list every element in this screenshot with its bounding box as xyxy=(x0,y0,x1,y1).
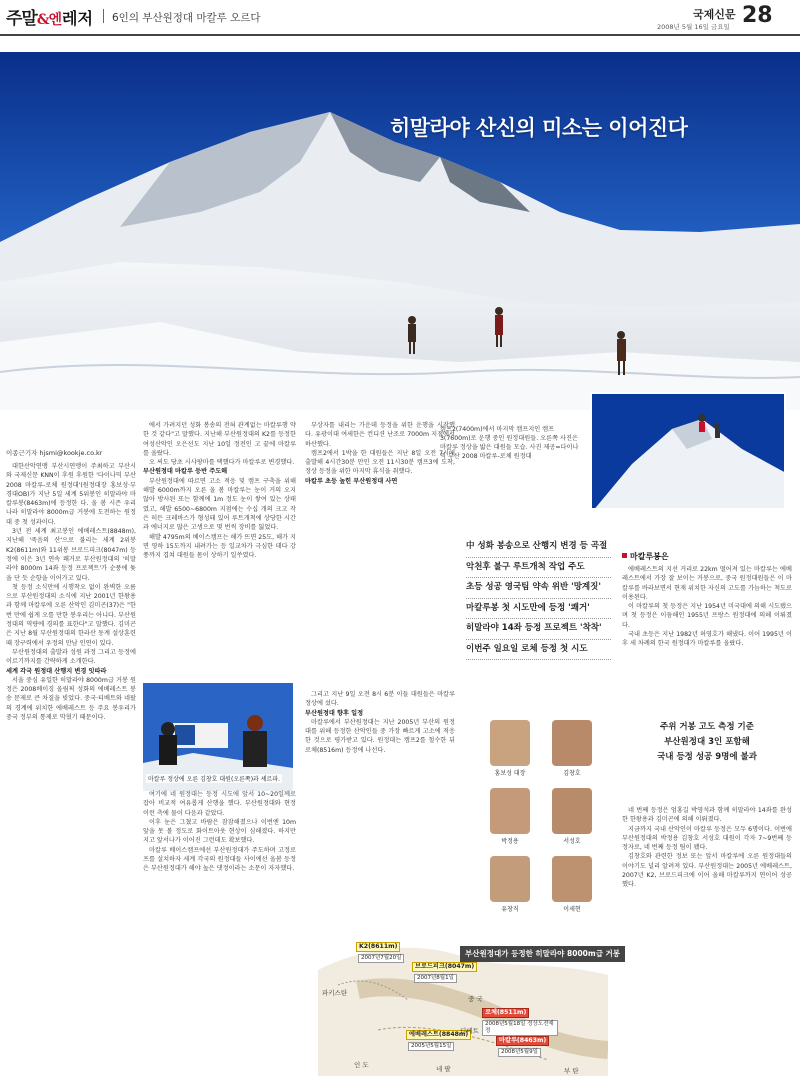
place-name: 파키스탄 xyxy=(322,989,348,997)
article-column-3-continued xyxy=(305,690,455,840)
paragraph: 오 씨도 당초 시샤팡마를 택했다가 마칼루로 변경했다. xyxy=(149,459,295,467)
paragraph: 서울 중심 유일한 히말라야 8000m급 거봉 원정은 2008베이징 올림픽 성화의 에베레스트 봉송 문제로 큰 차질을 빚었다. 중국·티베트와 네팔의 경계에 위치한 에베레스트 등 주요 봉우리가 중국 정부의 통제로 막혔기 때문이다. xyxy=(6,676,136,722)
portrait xyxy=(552,720,592,777)
portrait-name: 유창직 xyxy=(501,906,519,913)
paragraph: 지금까지 국내 산악인이 마칼루 등정은 모두 6명이다. 이번에 부산원정대의 박정용 김창호 서성호 대원이 각자 7~9번째 등정자로, 네 번째 등정 팀이 됐다. xyxy=(622,825,792,852)
paragraph: 네 번째 등정은 엄홍길 박영석과 함께 히말라야 14좌를 완성한 한왕용과 김미곤에 의해 이뤄졌다. xyxy=(622,807,792,824)
logo-text: 주말 xyxy=(6,9,37,29)
paragraph: 에베레스트의 지선 거리로 22km 떨어져 있는 마칼루는 에베레스트에서 가장 잘 보이는 거봉으로, 중국 원정대원들은 이 마칼루를 바라보면서 현재 위치한 자신의 고도를 가늠하는 척도로 이용된다. xyxy=(622,566,792,601)
portrait xyxy=(490,788,530,845)
section-logo xyxy=(6,4,61,29)
peak-label: 마칼루(8463m) xyxy=(496,1036,549,1046)
hero-title: 히말라야 산신의 미소는 이어진다 xyxy=(390,116,688,140)
paragraph: 마칼루에서 부산원정대는 지난 2005년 부산의 원정대를 위해 등정한 산악인들 중 가장 빠르게 고소에 적응한 것으로 평가받고 있다. 원정대는 캠프2를 철수한 뒤 로체(8516m) 등정에 나선다. xyxy=(305,718,455,754)
paragraph: 부상자를 내리는 가운데 등정을 위한 운행을 시작했다. 유광이대 여세한은 컨디션 난조로 7000m 지점에서 하산했다. xyxy=(305,422,455,448)
portrait-name: 서성호 xyxy=(563,838,581,845)
paragraph: 부산원정대의 출발과 성원 과정 그리고 등정에 이르기까지를 간략하게 소개한다. xyxy=(6,648,136,666)
paragraph: 해발 4795m의 베이스캠프는 해가 뜨면 25도, 해가 지면 영하 15도까지 내려가는 등 일교차가 극심한 데다 강풍까지 겹쳐 대원들 몸이 상하기 일쑤였다. xyxy=(143,533,296,560)
paragraph: 여기에 네 원정대는 등정 시도에 앞서 10~20일께로 잡아 비교적 여유롭게 산행을 했다. 부산원정대와 현정 이런 측에 물이 다음과 같았다. xyxy=(143,791,296,817)
summary-line: 이번주 일요일 로체 등정 첫 시도 xyxy=(466,643,611,661)
team-portraits xyxy=(462,720,610,925)
paragraph: 이 마칼루의 첫 등정은 지난 1954년 미국대에 의해 시도됐으며 첫 등정은 이듬해인 1955년 프랑스 원정대에 의해 이뤄졌다. xyxy=(622,603,792,629)
place-name: 인 도 xyxy=(354,1061,369,1069)
subheading: 부산원정대 향후 일정 xyxy=(305,709,364,717)
mountain-illustration xyxy=(0,52,800,410)
paragraph: 대한산악연맹 부산시연맹이 주최하고 부산시와 국제신문 KNN이 후원 후원한 '다이나믹 부산 2008 마칼루-로체 원정대'(원정대장 홍보성·부경대OB)가 지난 5일 세계 5위봉인 히말라야 마칼루봉(8463m)에 등정한 다. 올 봄 시즌 우리나라 히말라야 8000m급 거봉에 도전하는 원정대 중 첫 성과이다. xyxy=(6,463,136,526)
portrait xyxy=(552,856,592,913)
avatar xyxy=(552,720,592,766)
page-header xyxy=(0,0,800,38)
portrait xyxy=(552,788,592,845)
pull-quote xyxy=(622,720,792,765)
paragraph: 캠프2에서 1박을 한 대원들은 지난 8일 오전 7시에 출발해 4시간30분 만인 오전 11시30분 캠프3에 도착, 정상 등정을 위한 마지막 휴식을 취했다. xyxy=(305,449,455,476)
sidebar-column xyxy=(622,565,792,705)
top-headline: 6인의 부산원정대 마칼루 오르다 xyxy=(112,12,261,24)
summary-line: 마칼루봉 첫 시도만에 등정 '쾌거' xyxy=(466,602,611,620)
avatar xyxy=(490,856,530,902)
sidebar-heading: 마칼루봉은 xyxy=(622,551,669,562)
paragraph: 부산원정대에 따르면 고소 적응 및 캠프 구축을 위해 해발 6000m까지 오른 올 봄 마칼루는 눈이 거의 오지 않아 방사된 또는 함께에 1m 정도 눈이 쌓여 있는 상태였고, 해발 6500~6800m 지점에는 수십 개의 크고 작은 히든 크레바스가 형성돼 있어 루트개척에 상당한 시간과 에너지로 많은 고생으로 몇 번씩 장비를 잃었다. xyxy=(143,477,296,532)
avatar xyxy=(552,788,592,834)
portrait-name: 이세현 xyxy=(563,906,581,913)
avatar xyxy=(552,856,592,902)
subheading: 세계 각국 원정대 산행지 변경 잇따라 xyxy=(6,667,107,675)
sidebar-column-continued xyxy=(622,806,792,1074)
place-name: 네 팔 xyxy=(436,1065,451,1073)
peak-date: 2007년7월20일 xyxy=(358,954,404,963)
article-column-2-continued xyxy=(143,790,296,1074)
paragraph: 마칼루 베이스캠프에선 부산원정대가 주도하며 고정로프를 설치하자 세계 각국의 원정대들 사이에선 올봄 등정은 부산원정대가 해야 높은 댓정이라는 소문이 자자했다. xyxy=(143,846,296,873)
peak-date: 2007년8월1일 xyxy=(414,974,457,983)
pull-line: 국내 등정 성공 9명에 불과 xyxy=(657,752,757,762)
section-name: 레저 xyxy=(62,9,93,28)
subheading: 부산원정대 마칼루 등반 주도해 xyxy=(143,468,228,476)
portrait-name: 박정용 xyxy=(501,838,519,845)
summary-line: 中 성화 봉송으로 산행지 변경 등 곡절 xyxy=(466,540,611,558)
portrait-name: 김창호 xyxy=(563,770,581,777)
newspaper-name: 국제신문 xyxy=(693,8,736,21)
hero-caption: 캠프2(7400m)에서 마지막 캠프지인 캠프3(7600m)로 운행 중인 원정대원들. 오른쪽 사진은 마칼루 정상을 밟은 대원들 모습. 사진 제공=다이나믹 부산 2008 마칼루-로체 원정대 xyxy=(440,426,579,460)
photo-caption: 마칼루 정상에 오른 김창호 대원(오른쪽)과 셰르파. xyxy=(148,776,281,783)
paragraph: 국내 초등은 지난 1982년 허영호가 해냈다. 이어 1995년 이후 세 차례의 한국 원정대가 마칼루를 올랐다. xyxy=(622,631,792,648)
summit-illustration xyxy=(592,394,786,510)
avatar xyxy=(490,720,530,766)
page-number: 28 xyxy=(742,3,773,28)
peak-date: 2005년5월15일 xyxy=(408,1042,454,1051)
issue-date: 2008년 5월 16일 금요일 xyxy=(657,23,730,31)
logo-amp: &엔 xyxy=(36,12,62,28)
summary-headlines xyxy=(466,540,611,663)
article-column-3 xyxy=(305,421,455,577)
summary-line: 악천후 불구 루트개척 작업 주도 xyxy=(466,561,611,579)
summary-line: 히말라야 14좌 등정 프로젝트 '착착' xyxy=(466,622,611,640)
paragraph: 첫 등정 소식만에 시행착오 없이 완벽한 오름으로 부산원정대의 소식에 지난 2001년 한왕용과 함께 마칼루에 오른 산악인 김미곤(37)은 "한번 만에 쉽게 오를 만한 봉우리는 아니다. 부산원정대의 역량에 경의를 표한다"고 말했다. 김미곤은 지난 8월 부산원정대의 한라산 동계 설상훈련 때 장구력에서 우정의 만남 인연이 있다. xyxy=(6,583,136,647)
place-name: 부 탄 xyxy=(564,1067,579,1075)
hero-photo xyxy=(0,52,800,410)
peak-label: 에베레스트(8848m) xyxy=(406,1030,471,1040)
avatar xyxy=(490,788,530,834)
peak-date: 2008년5월18일 정상도전예정 xyxy=(482,1020,558,1036)
summit-inset-photo xyxy=(590,392,786,510)
place-name: 중 국 xyxy=(468,995,483,1003)
subheading: 마칼루 초등 높힌 부산원정대 사연 xyxy=(305,477,398,485)
place-name: 티베트 xyxy=(460,1027,479,1035)
summary-line: 초등 성공 영국팀 약속 위반 '망계짓' xyxy=(466,581,611,599)
paragraph: 그리고 지난 9일 오전 8시 6분 이들 대원들은 마칼루 정상에 섰다. xyxy=(305,691,455,708)
paragraph: 김창호와 관련한 정보 또는 앞서 마칼루에 오른 원정대들의 이야기도 널리 알려져 있다. 부산원정대는 2005년 에베레스트, 2007년 K2, 브로드피크에 이어 올해 마칼루까지 연이어 성공했다. xyxy=(622,853,792,889)
header-rule xyxy=(0,34,800,36)
byline: 이종근기자 hjsmi@kookje.co.kr xyxy=(6,449,103,457)
paragraph: 3년 전 세계 최고봉인 에베레스트(8848m), 지난해 '죽음의 산'으로 불리는 세계 2위봉 K2(8611m)와 11위봉 브로드피크(8047m) 등정에 이은 3년 연속 쾌거로 부산원정대의 '히말라야 8000m 14좌 등정 프로젝트'가 순풍에 돛을 단 듯 순항을 이어가고 있다. xyxy=(6,528,136,582)
paragraph: 에서 가려지던 성화 봉송의 전혀 관계없는 마칼루행 약한 것 같다"고 말했다. 지난해 부산원정대의 K2를 등정한 여성산악인 오은선도 지난 10일 정전인 고 끝에 마칼루를 올랐다. xyxy=(143,422,296,457)
peak-label: K2(8611m) xyxy=(356,942,400,952)
paragraph: 이후 눈은 그쳤고 바람은 잠잠해졌으나 이번엔 10m 앞을 못 볼 정도로 화이트아웃 현상이 심해졌다. 하지만 지고 앞서나가 이어진 그런데도 확보했다. xyxy=(143,818,296,845)
pull-line: 부산원정대 3인 포함해 xyxy=(664,737,750,747)
pull-line: 주위 거봉 고도 측정 기준 xyxy=(660,722,754,732)
portrait xyxy=(490,856,530,913)
peak-label: 브로드피크(8047m) xyxy=(412,962,477,972)
article-column-1 xyxy=(6,462,136,1074)
peak-label: 로체(8511m) xyxy=(482,1008,529,1018)
peak-date: 2008년5월9일 xyxy=(498,1048,541,1057)
portrait xyxy=(490,720,530,777)
portrait-name: 홍보성 대장 xyxy=(494,770,526,777)
header-divider xyxy=(103,9,104,23)
article-column-2 xyxy=(143,421,296,675)
map-title: 부산원정대가 등정한 히말라야 8000m급 거봉 xyxy=(460,946,625,962)
